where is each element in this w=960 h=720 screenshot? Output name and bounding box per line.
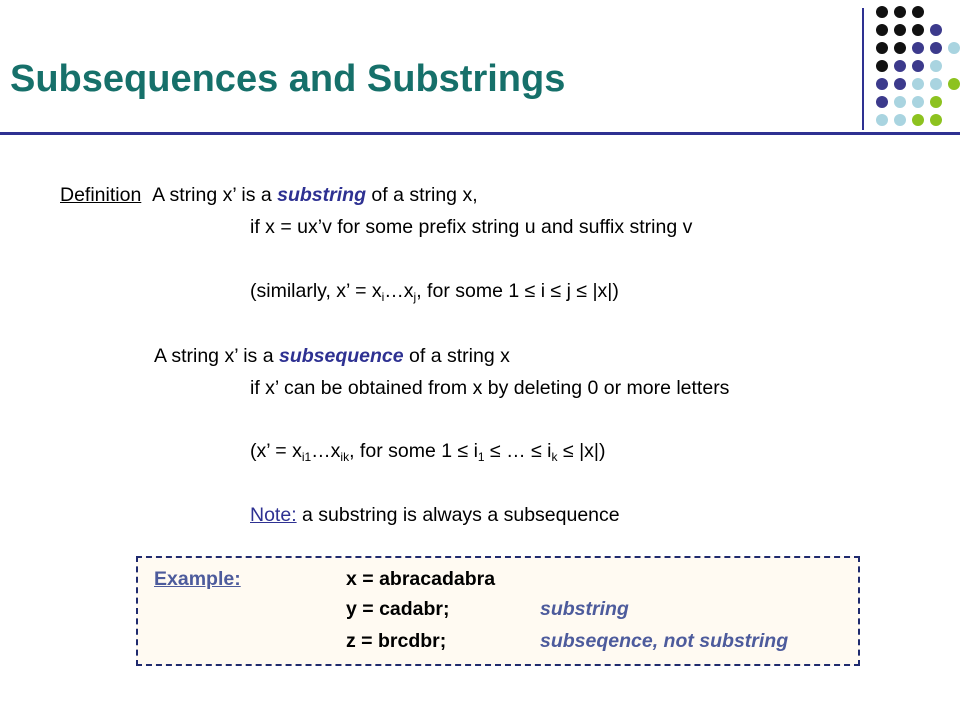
dot xyxy=(930,114,942,126)
example-y: y = cadabr; xyxy=(346,598,450,620)
subsequence-definition xyxy=(154,345,510,367)
formula-part: , for some 1 ≤ i ≤ j ≤ |x|) xyxy=(416,280,619,302)
formula-part: …x xyxy=(311,440,341,462)
formula-part: ≤ … ≤ i xyxy=(484,440,552,462)
dot xyxy=(876,78,888,90)
note-label: Note: xyxy=(250,504,297,526)
subsequence-condition: if x’ can be obtained from x by deleting 0 or more letters xyxy=(250,377,730,399)
subscript: i1 xyxy=(301,450,312,464)
note-line xyxy=(250,504,620,526)
definition-line xyxy=(60,184,478,206)
dot xyxy=(876,24,888,36)
definition-label: Definition xyxy=(60,184,142,206)
dot xyxy=(912,78,924,90)
formula-part: , for some 1 ≤ i xyxy=(349,440,478,462)
subscript: i xyxy=(381,290,385,304)
dot xyxy=(894,60,906,72)
dot xyxy=(912,6,924,18)
horizontal-rule xyxy=(0,132,960,135)
example-z: z = brcdbr; xyxy=(346,630,447,652)
definition-text-a: A string x’ is a xyxy=(152,184,278,206)
dot xyxy=(930,42,942,54)
dot xyxy=(930,60,942,72)
note-text: a substring is always a subsequence xyxy=(296,504,620,526)
substring-formula xyxy=(250,280,619,308)
formula-part: (x’ = x xyxy=(250,440,302,462)
example-label: Example: xyxy=(154,568,241,590)
subsequence-formula xyxy=(250,440,605,468)
dot xyxy=(876,42,888,54)
vertical-rule xyxy=(862,8,864,130)
dot xyxy=(876,114,888,126)
formula-part: ≤ |x|) xyxy=(557,440,606,462)
dot xyxy=(930,78,942,90)
dot xyxy=(894,78,906,90)
example-x: x = abracadabra xyxy=(346,568,496,590)
dot xyxy=(912,96,924,108)
example-y-desc: substring xyxy=(540,598,629,620)
subscript: 1 xyxy=(477,450,485,464)
dot xyxy=(948,78,960,90)
dot xyxy=(912,42,924,54)
definition-text-b: of a string x, xyxy=(365,184,478,206)
subscript: k xyxy=(551,450,558,464)
subscript: j xyxy=(413,290,417,304)
formula-part: …x xyxy=(384,280,414,302)
dot xyxy=(912,114,924,126)
slide-title: Subsequences and Substrings xyxy=(10,58,566,100)
keyword-subsequence: subsequence xyxy=(279,345,404,367)
formula-part: (similarly, x’ = x xyxy=(250,280,382,302)
example-z-desc: subseqence, not substring xyxy=(540,630,789,652)
dot xyxy=(876,96,888,108)
dot xyxy=(912,60,924,72)
dot xyxy=(894,114,906,126)
decorative-dot-grid xyxy=(872,6,960,130)
dot xyxy=(930,96,942,108)
subscript: ik xyxy=(340,450,350,464)
dot xyxy=(894,42,906,54)
dot xyxy=(894,24,906,36)
dot xyxy=(912,24,924,36)
substring-condition: if x = ux’v for some prefix string u and suffix string v xyxy=(250,216,693,238)
definition-text-b: of a string x xyxy=(403,345,510,367)
definition-text-a: A string x’ is a xyxy=(154,345,279,367)
dot xyxy=(894,6,906,18)
dot xyxy=(894,96,906,108)
keyword-substring: substring xyxy=(277,184,366,206)
dot xyxy=(948,42,960,54)
dot xyxy=(930,24,942,36)
dot xyxy=(876,6,888,18)
dot xyxy=(876,60,888,72)
